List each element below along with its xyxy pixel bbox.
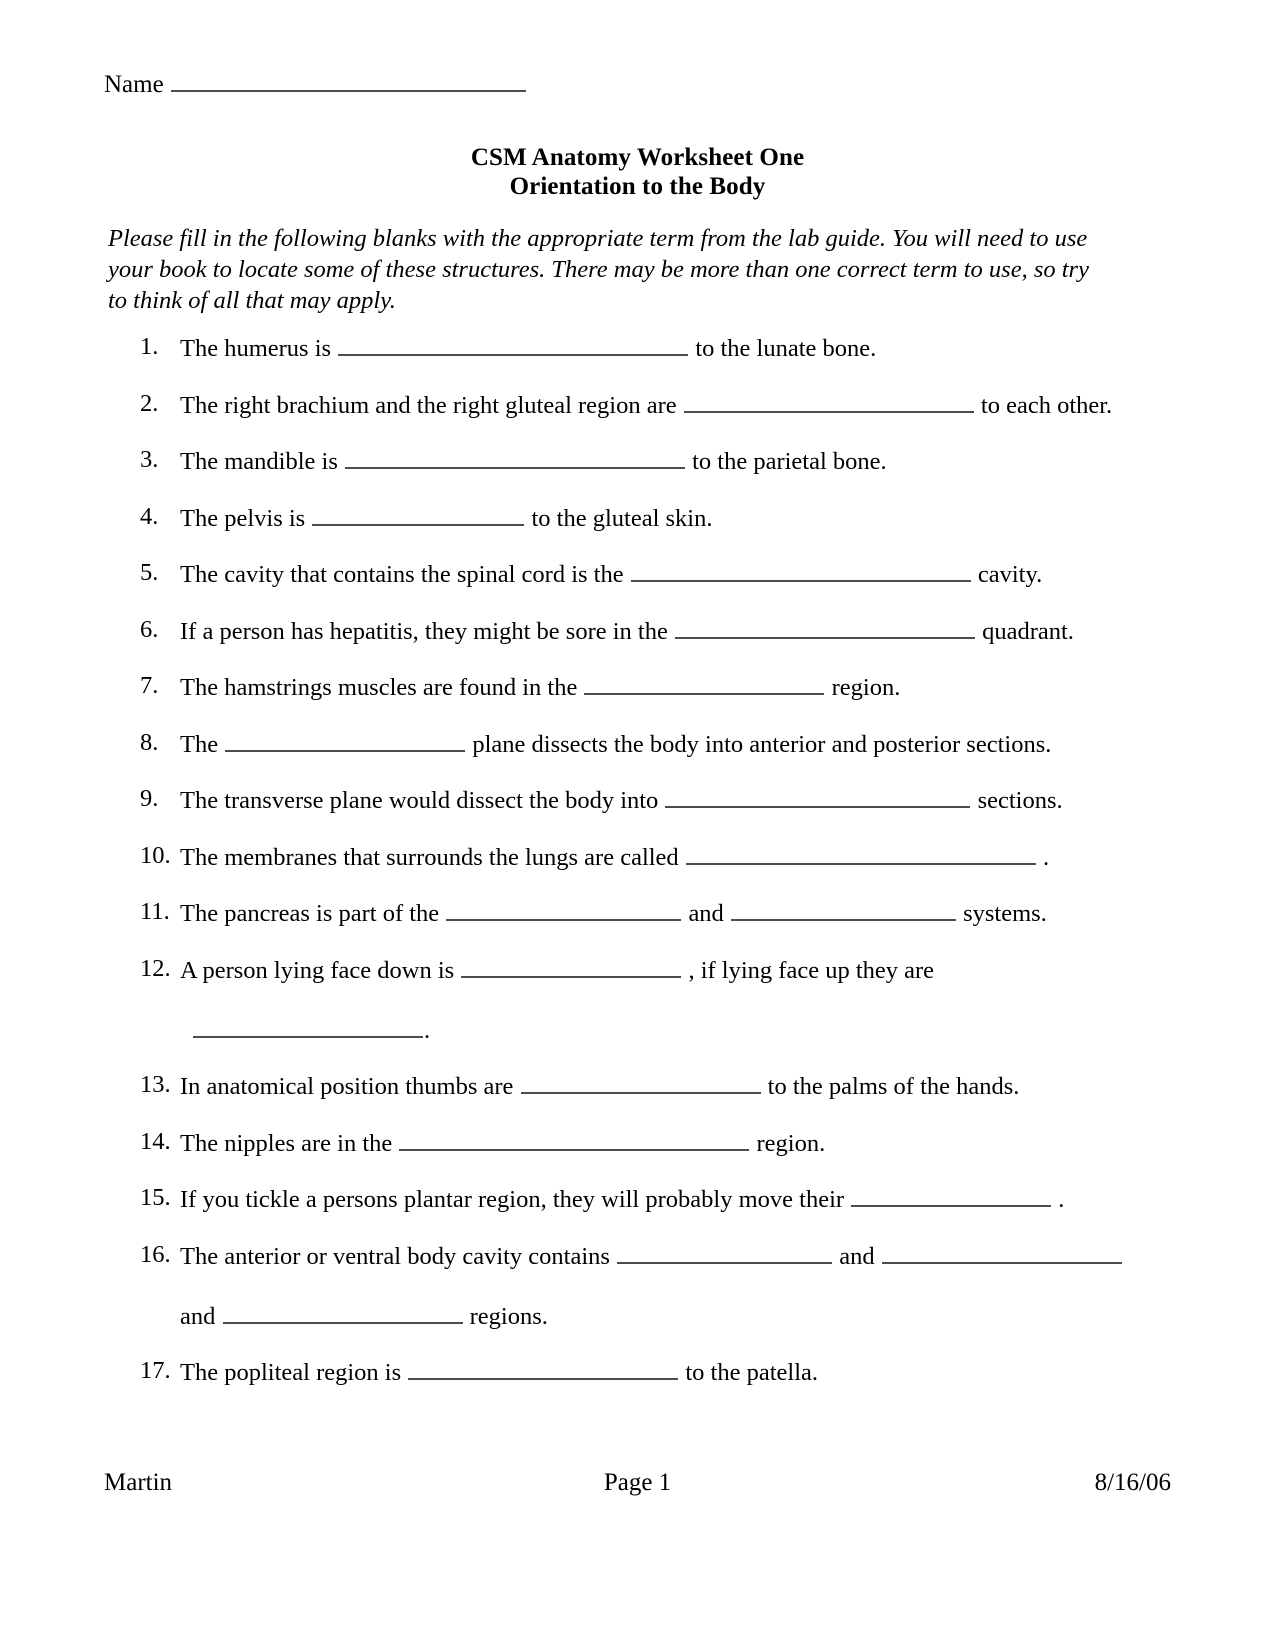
question-text-after: to each other. [980, 391, 1113, 419]
answer-blank[interactable] [684, 389, 974, 413]
question-item-14 [108, 1127, 1118, 1159]
question-item-7 [108, 671, 1118, 703]
question-number: 5. [140, 559, 159, 586]
question-number: 12. [140, 954, 171, 982]
question-text-after: . [1058, 1186, 1065, 1213]
question-text-before: If a person has hepatitis, they might be sore in the [180, 617, 668, 645]
footer-date: 8/16/06 [1094, 1469, 1172, 1496]
name-blank[interactable] [171, 68, 526, 92]
answer-blank[interactable] [225, 728, 465, 752]
question-text-middle: and [839, 1242, 875, 1270]
answer-blank[interactable] [399, 1127, 749, 1151]
question-text-after: cavity. [977, 561, 1043, 588]
answer-blank[interactable] [851, 1183, 1051, 1207]
question-continuation-after: regions. [469, 1302, 548, 1330]
question-text-before: The transverse plane would dissect the body into [180, 787, 659, 814]
title-line-1: CSM Anatomy Worksheet One [470, 144, 805, 171]
question-text-after: region. [756, 1129, 826, 1157]
question-number: 10. [140, 841, 171, 869]
question-number: 1. [140, 333, 159, 360]
question-text-before: The [180, 730, 219, 758]
question-text-before: The mandible is [180, 448, 338, 475]
footer-page-number: Page 1 [603, 1469, 672, 1496]
question-item-5 [108, 558, 1118, 590]
instructions-paragraph: Please fill in the following blanks with the appropriate term from the lab guide. You will need to use your book to locate some of these structures. There may be more than one correct term to use, so try to think of all that may apply. [108, 225, 1089, 314]
question-text-before: The pelvis is [180, 504, 306, 532]
answer-blank[interactable] [686, 841, 1036, 865]
footer-author: Martin [104, 1469, 173, 1496]
question-item-10 [108, 841, 1118, 873]
question-number: 14. [140, 1127, 171, 1155]
answer-blank[interactable] [461, 954, 681, 978]
answer-blank[interactable] [521, 1070, 761, 1094]
question-text-before: A person lying face down is [180, 956, 455, 984]
question-text-before: The pancreas is part of the [180, 900, 440, 927]
question-text-after: plane dissects the body into anterior and posterior sections. [472, 730, 1052, 758]
question-item-2 [108, 389, 1118, 421]
question-number: 4. [140, 502, 159, 530]
question-text-after: region. [831, 674, 901, 701]
question-text-after: to the palms of the hands. [767, 1073, 1020, 1100]
question-text-after: to the gluteal skin. [531, 504, 713, 532]
name-label: Name [104, 71, 164, 98]
answer-blank-continuation[interactable] [193, 1014, 423, 1038]
question-item-12 [108, 954, 1118, 1046]
question-number: 9. [140, 785, 159, 812]
question-continuation-line [180, 1300, 1118, 1332]
answer-blank[interactable] [665, 784, 970, 808]
answer-blank[interactable] [312, 502, 524, 526]
question-item-13 [108, 1070, 1118, 1102]
question-item-9 [108, 784, 1118, 816]
title-line-2: Orientation to the Body [509, 173, 766, 200]
answer-blank[interactable] [338, 332, 688, 356]
question-list [108, 332, 1118, 1413]
question-item-1 [108, 332, 1118, 364]
question-number: 13. [140, 1071, 171, 1098]
question-text-before: The cavity that contains the spinal cord is the [180, 561, 624, 588]
question-text-after: to the parietal bone. [692, 448, 887, 475]
question-text-after: systems. [963, 900, 1047, 927]
question-item-3 [108, 445, 1118, 477]
question-text-before: The popliteal region is [180, 1359, 402, 1386]
document-title [0, 143, 1275, 201]
answer-blank[interactable] [617, 1240, 832, 1264]
question-text-before: The membranes that surrounds the lungs are called [180, 843, 679, 871]
answer-blank-2[interactable] [882, 1240, 1122, 1264]
question-item-4 [108, 502, 1118, 534]
question-number: 16. [140, 1240, 171, 1268]
question-text-after: to the patella. [685, 1359, 819, 1386]
question-text-before: The nipples are in the [180, 1129, 393, 1157]
answer-blank[interactable] [446, 897, 681, 921]
question-item-16 [108, 1240, 1118, 1332]
question-text-after: , if lying face up they are [688, 956, 935, 984]
question-number: 11. [140, 898, 170, 925]
answer-blank[interactable] [675, 615, 975, 639]
question-text-before: The right brachium and the right gluteal region are [180, 391, 677, 419]
question-item-15 [108, 1183, 1118, 1215]
question-item-11 [108, 897, 1118, 929]
answer-blank[interactable] [408, 1356, 678, 1380]
answer-blank[interactable] [631, 558, 971, 582]
question-text-before: If you tickle a persons plantar region, they will probably move their [180, 1186, 845, 1213]
question-item-17 [108, 1356, 1118, 1388]
question-text-before: The humerus is [180, 335, 332, 362]
question-text-before: The anterior or ventral body cavity contains [180, 1242, 610, 1270]
question-text-after: . [1042, 843, 1050, 871]
question-text-after: quadrant. [982, 617, 1074, 645]
question-number: 7. [140, 672, 159, 699]
answer-blank[interactable] [345, 445, 685, 469]
question-number: 17. [140, 1357, 171, 1384]
name-field-row [104, 68, 527, 100]
answer-blank[interactable] [584, 671, 824, 695]
question-continuation-after: . [424, 1016, 431, 1044]
question-item-6 [108, 615, 1118, 647]
question-number: 15. [140, 1184, 171, 1211]
answer-blank-2[interactable] [731, 897, 956, 921]
question-text-after: to the lunate bone. [695, 335, 877, 362]
question-continuation-before: and [180, 1302, 216, 1330]
question-text-before: In anatomical position thumbs are [180, 1073, 514, 1100]
question-item-8 [108, 728, 1118, 760]
answer-blank-continuation[interactable] [223, 1300, 463, 1324]
question-text-before: The hamstrings muscles are found in the [180, 674, 578, 701]
page-footer [104, 1468, 1171, 1498]
question-number: 6. [140, 615, 159, 643]
question-continuation-line [180, 1014, 1118, 1046]
question-number: 2. [140, 389, 159, 417]
question-text-after: sections. [977, 787, 1063, 814]
question-text-middle: and [688, 900, 724, 927]
question-number: 3. [140, 446, 159, 473]
question-number: 8. [140, 728, 159, 756]
